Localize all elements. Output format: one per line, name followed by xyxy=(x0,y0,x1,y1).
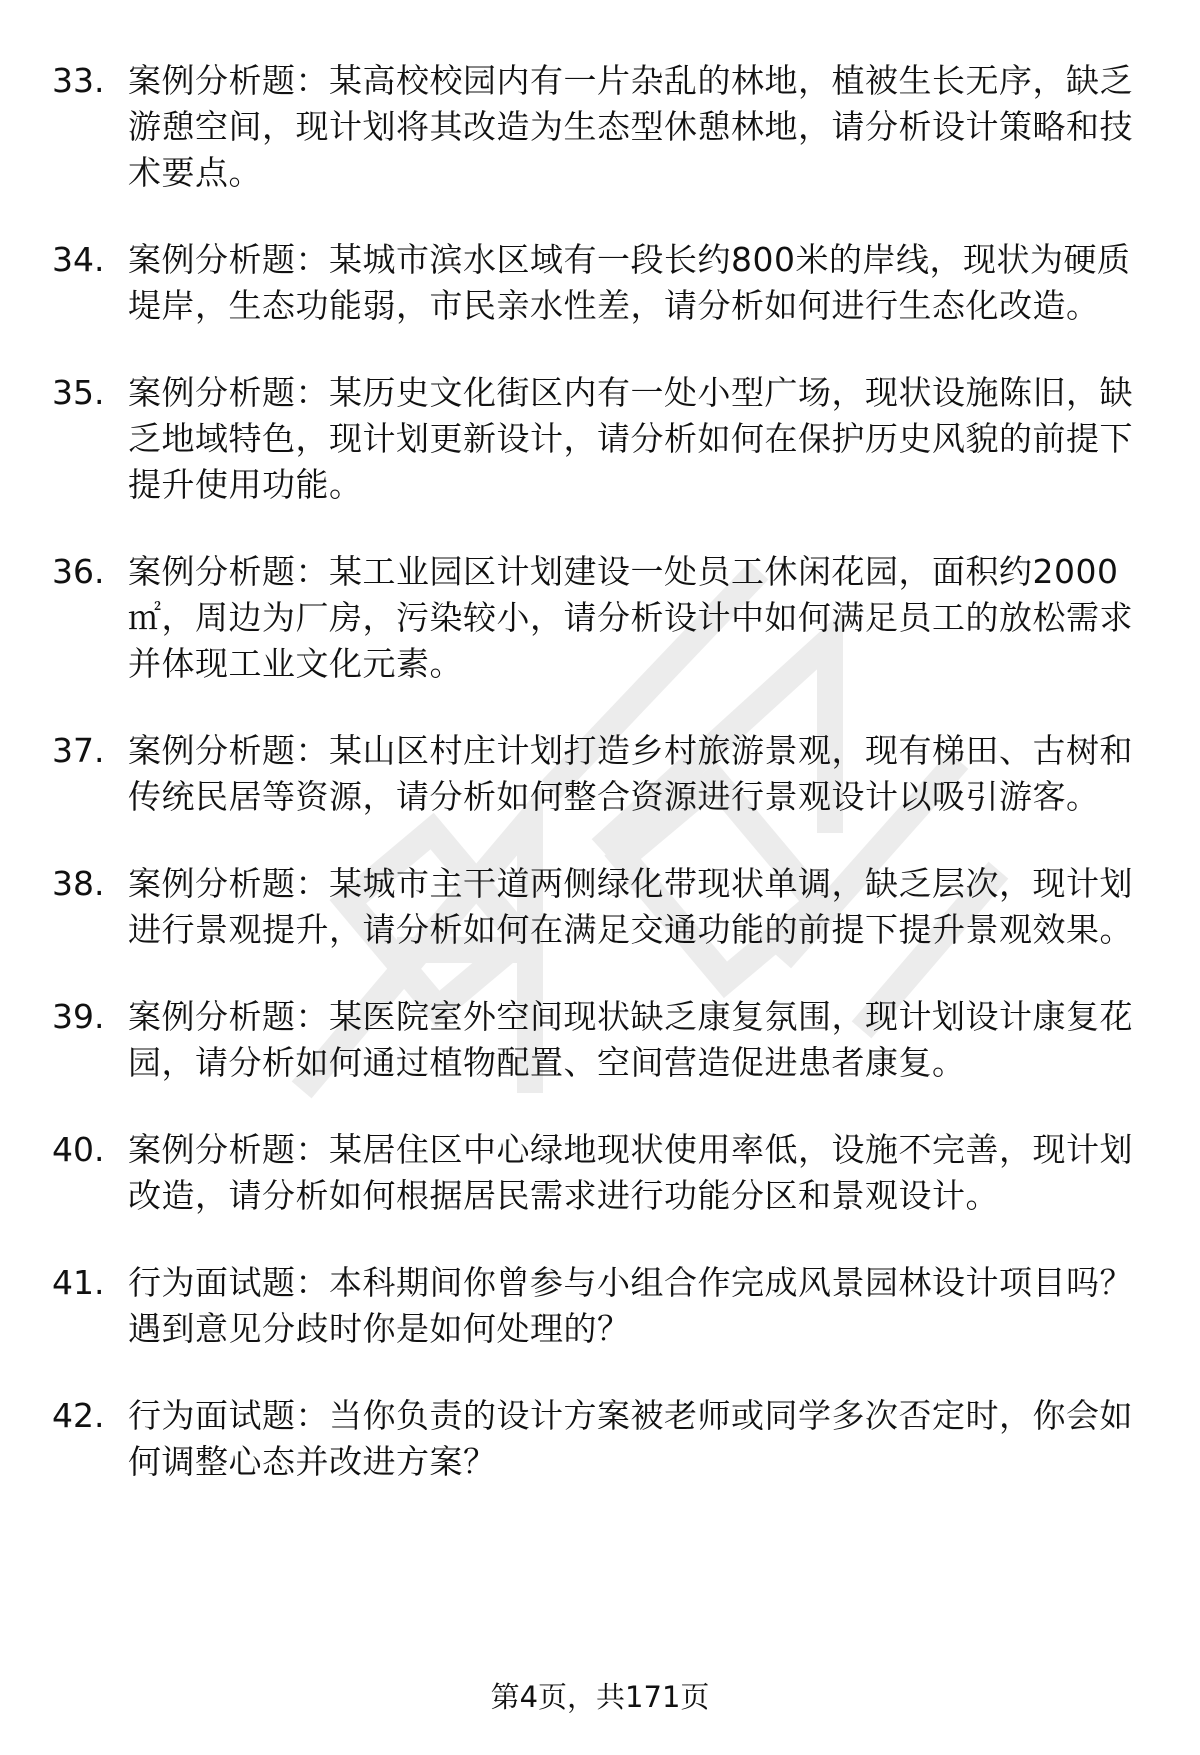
question-text: 案例分析题：某山区村庄计划打造乡村旅游景观，现有梯田、古树和传统民居等资源，请分析如何整合资源进行景观设计以吸引游客。 xyxy=(128,731,1133,816)
question-number: 42. xyxy=(52,1396,105,1435)
question-number: 39. xyxy=(52,997,105,1036)
question-text: 案例分析题：某城市主干道两侧绿化带现状单调，缺乏层次，现计划进行景观提升，请分析如何在满足交通功能的前提下提升景观效果。 xyxy=(128,864,1133,949)
question-text: 案例分析题：某城市滨水区域有一段长约800米的岸线，现状为硬质堤岸，生态功能弱，市民亲水性差，请分析如何进行生态化改造。 xyxy=(128,240,1131,325)
question-number: 36. xyxy=(52,552,105,591)
question-number: 34. xyxy=(52,240,105,279)
question-text: 案例分析题：某工业园区计划建设一处员工休闲花园，面积约2000㎡，周边为厂房，污染较小，请分析设计中如何满足员工的放松需求并体现工业文化元素。 xyxy=(128,552,1133,683)
question-number: 38. xyxy=(52,864,105,903)
question-item xyxy=(52,1127,1162,1219)
question-text: 案例分析题：某历史文化街区内有一处小型广场，现状设施陈旧，缺乏地域特色，现计划更新设计，请分析如何在保护历史风貌的前提下提升使用功能。 xyxy=(128,373,1133,504)
question-item xyxy=(52,549,1162,687)
question-list xyxy=(52,58,1162,1526)
question-item xyxy=(52,58,1162,196)
question-text: 案例分析题：某居住区中心绿地现状使用率低，设施不完善，现计划改造，请分析如何根据居民需求进行功能分区和景观设计。 xyxy=(128,1130,1133,1215)
question-text: 案例分析题：某高校校园内有一片杂乱的林地，植被生长无序，缺乏游憩空间，现计划将其改造为生态型休憩林地，请分析设计策略和技术要点。 xyxy=(128,61,1133,192)
question-item xyxy=(52,994,1162,1086)
question-number: 41. xyxy=(52,1263,105,1302)
question-item xyxy=(52,728,1162,820)
question-text: 行为面试题：当你负责的设计方案被老师或同学多次否定时，你会如何调整心态并改进方案？ xyxy=(128,1396,1133,1481)
question-number: 37. xyxy=(52,731,105,770)
question-number: 40. xyxy=(52,1130,105,1169)
question-item xyxy=(52,1260,1162,1352)
question-text: 案例分析题：某医院室外空间现状缺乏康复氛围，现计划设计康复花园，请分析如何通过植物配置、空间营造促进患者康复。 xyxy=(128,997,1133,1082)
question-item xyxy=(52,861,1162,953)
question-number: 35. xyxy=(52,373,105,412)
question-number: 33. xyxy=(52,61,105,100)
question-text: 行为面试题：本科期间你曾参与小组合作完成风景园林设计项目吗？遇到意见分歧时你是如何处理的？ xyxy=(128,1263,1133,1348)
question-item xyxy=(52,370,1162,508)
question-item xyxy=(52,237,1162,329)
question-item xyxy=(52,1393,1162,1485)
page-number-footer: 第4页，共171页 xyxy=(490,1680,710,1714)
